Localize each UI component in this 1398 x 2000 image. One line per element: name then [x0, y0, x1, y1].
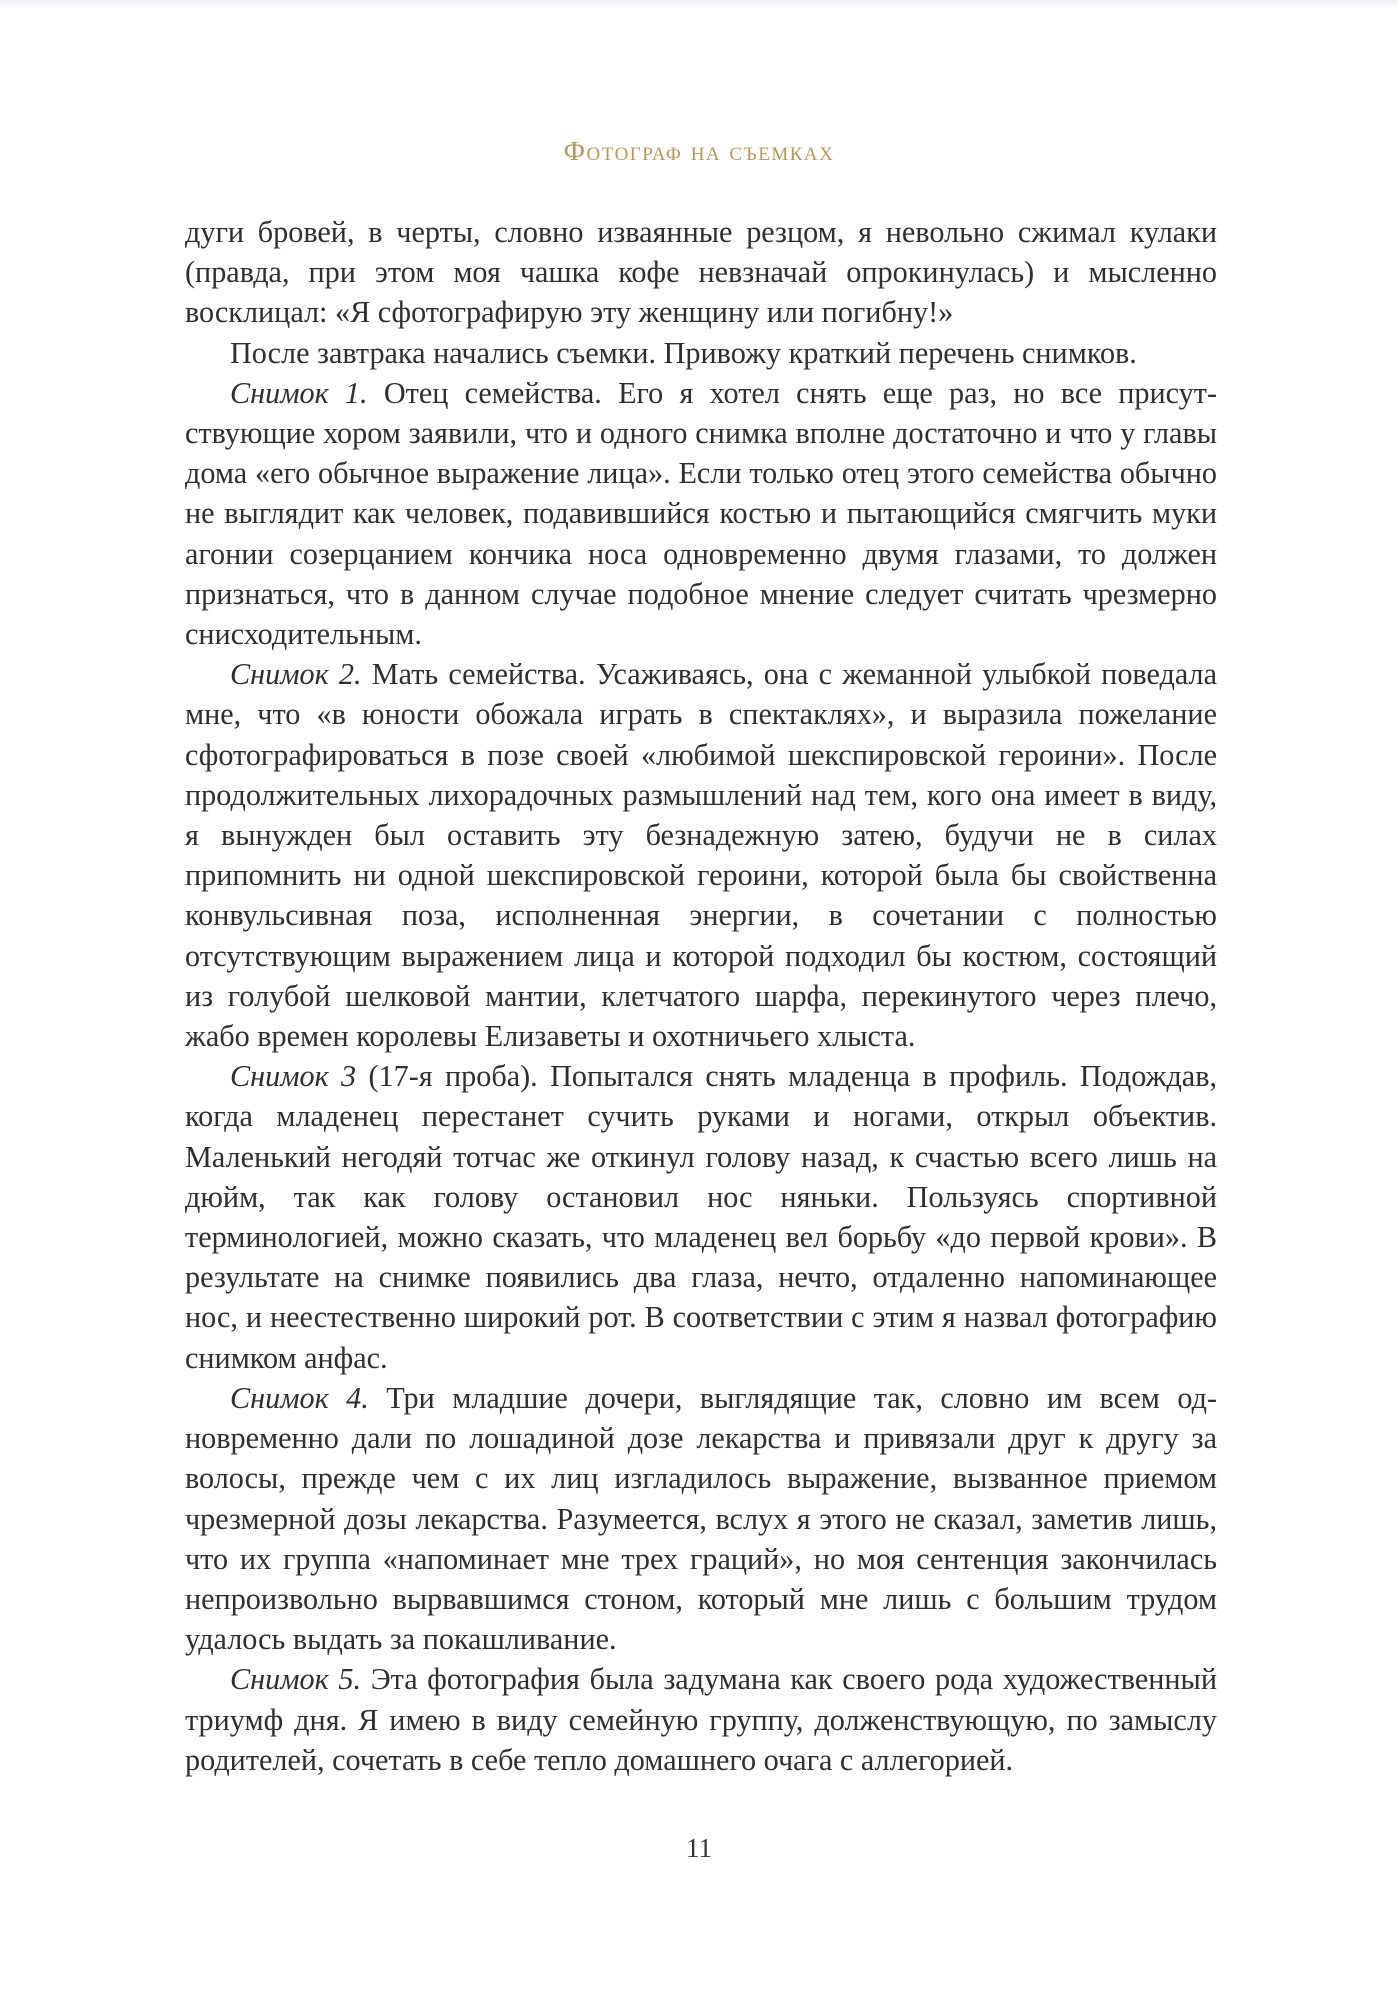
paragraph-text: Мать семейства. Усаживаясь, она с жеманной улыбкой поведала мне, что «в юности обожала играть в спектаклях», и выразила пожелание сфотографироваться в позе своей «любимой шекспировской героини». После продолжительных лихорадочных размышлений над тем, кого она имеет в виду, я вынужден был оставить эту безнадежную затею, будучи не в силах припомнить ни одной шекспировской героини, которой была бы свойственна конвульсивная поза, исполненная энергии, в сочетании с полностью отсутствующим выражением лица и которой подходил бы костюм, состоящий из голубой шелковой мантии, клетчатого шарфа, перекинутого через плечо, жабо времен королевы Елизаветы и охотничьего хлыста. — [185, 657, 1217, 1054]
paragraph-text: Три младшие дочери, выглядящие так, словно им всем одновременно дали по лошадиной дозе лекарства и привязали друг к другу за волосы, прежде чем с их лиц изгладилось выражение, вызванное приемом чрезмерной дозы лекарства. Разумеется, вслух я этого не сказал, заметив лишь, что их группа «напоминает мне трех граций», но моя сентенция закончилась непроизвольно вырвавшимся стоном, который мне лишь с большим трудом удалось выдать за покашливание. — [185, 1380, 1217, 1657]
paragraph — [185, 333, 1217, 373]
shot-label: Снимок 3 — [230, 1059, 357, 1094]
paragraph-shot-5 — [185, 1659, 1217, 1780]
paragraph-text: (17-я проба). Попытался снять младенца в профиль. Подождав, когда младенец перестанет сучить руками и ногами, открыл объектив. Маленький негодяй тотчас же откинул голову назад, к счастью всего лишь на дюйм, так как голову остановил нос няньки. Пользуясь спортивной терминологией, можно сказать, что младенец вел борьбу «до первой крови». В результате на снимке появились два глаза, нечто, отдаленно напоминающее нос, и неестественно широкий рот. В соответствии с этим я назвал фотографию снимком анфас. — [185, 1059, 1218, 1375]
body-text — [185, 212, 1217, 1780]
paragraph-shot-4 — [185, 1378, 1217, 1659]
shot-label: Снимок 1. — [230, 375, 368, 410]
page-top-edge — [0, 0, 1398, 8]
paragraph-text: Эта фотография была задумана как своего рода художественный триумф дня. Я имею в виду семейную группу, долженствующую, по замыслу родителей, сочетать в себе тепло домашнего очага с аллегорией. — [185, 1662, 1217, 1777]
paragraph-shot-1 — [185, 373, 1217, 654]
shot-label: Снимок 4. — [230, 1380, 369, 1415]
shot-label: Снимок 2. — [230, 657, 362, 692]
paragraph — [185, 212, 1217, 333]
running-head: Фотограф на съемках — [563, 136, 835, 166]
page-number: 11 — [686, 1833, 712, 1863]
paragraph-shot-2 — [185, 654, 1217, 1056]
paragraph-text: После завтрака начались съемки. Привожу краткий перечень снимков. — [230, 335, 1137, 370]
shot-label: Снимок 5. — [230, 1662, 362, 1697]
paragraph-shot-3 — [185, 1056, 1217, 1378]
paragraph-text: Отец семейства. Его я хотел снять еще раз, но все присутствующие хором заявили, что и одного снимка вполне достаточно и что у главы дома «его обычное выражение лица». Если только отец этого семейства обычно не выглядит как человек, подавившийся костью и пытающийся смягчить муки агонии созерцанием кончика носа одновременно двумя глазами, то должен признаться, что в данном случае подобное мнение следует считать чрезмерно снисходительным. — [185, 375, 1217, 652]
paragraph-text: дуги бровей, в черты, словно изваянные резцом, я невольно сжимал кулаки (правда, при этом моя чашка кофе невзначай опрокинулась) и мысленно восклицал: «Я сфотографирую эту женщину или погибну!» — [185, 215, 1217, 330]
